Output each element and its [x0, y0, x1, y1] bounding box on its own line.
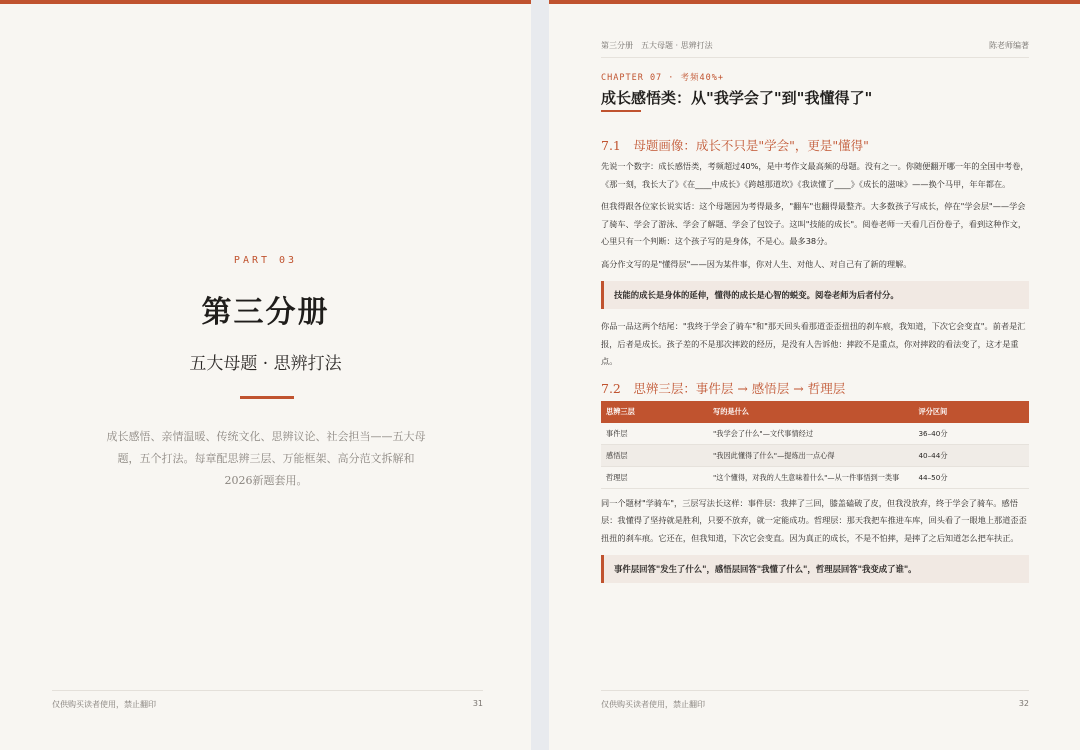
part-label: PART 03	[233, 255, 298, 266]
running-header	[601, 40, 1029, 58]
copyright-notice: 仅供购买读者使用，禁止翻印	[601, 700, 705, 709]
table-header-cell: 写的是什么	[708, 401, 913, 423]
table-cell: "我因此懂得了什么"—提炼出一点心得	[708, 444, 913, 466]
page-number: 32	[1018, 699, 1029, 708]
chapter-title: 成长感悟类：从"我学会了"到"我懂得了"	[601, 89, 873, 107]
table-header-cell: 思辨三层	[601, 401, 708, 423]
right-footer	[601, 690, 1029, 710]
paragraph: 但我得跟各位家长说实话：这个母题因为考得最多，"翻车"也翻得最整齐。大多数孩子写成长，停在"学会层"——学会了骑车、学会了游泳、学会了解题、学会了包饺子。这叫"技能的成长"。阅卷老师一天看几百份卷子，看到这种作文，心里只有一个判断：这个孩子写的是身体，不是心。最多38分。	[601, 201, 1027, 246]
right-page	[549, 0, 1080, 750]
table-header-row	[601, 401, 1029, 423]
table-cell: 44–50分	[913, 466, 1029, 488]
chapter-divider	[601, 110, 641, 112]
table-row	[601, 444, 1029, 466]
callout-quote: 技能的成长是身体的延伸，懂得的成长是心智的蜕变。阅卷老师为后者付分。	[601, 281, 1029, 309]
title-divider	[240, 396, 294, 399]
table-cell: 36–40分	[913, 423, 1029, 445]
copyright-notice: 仅供购买读者使用，禁止翻印	[52, 700, 156, 709]
table-cell: 哲理层	[601, 466, 708, 488]
chapter-body	[601, 136, 1029, 592]
thinking-levels-table	[601, 401, 1029, 489]
table-row	[601, 423, 1029, 445]
callout-quote: 事件层回答"发生了什么"，感悟层回答"我懂了什么"，哲理层回答"我变成了谁"。	[601, 555, 1029, 583]
section-title: 7.1 母题画像：成长不只是"学会"，更是"懂得"	[601, 138, 869, 153]
table-row	[601, 466, 1029, 488]
chapter-label: CHAPTER 07 · 考频40%+	[601, 73, 724, 83]
left-footer	[52, 690, 483, 710]
paragraph: 高分作文写的是"懂得层"——因为某件事，你对人生、对他人、对自己有了新的理解。	[601, 258, 912, 269]
paragraph: 你品一品这两个结尾："我终于学会了骑车"和"那天回头看那道歪歪扭扭的刹车痕，我知道，下次它会变直"。前者是汇报，后者是成长。孩子差的不是那次摔跤的经历，是没有人告诉他：摔跤不是重点，你对摔跤的看法变了，这才是重点。	[601, 321, 1026, 366]
table-cell: "这个懂得，对我的人生意味着什么"—从一件事悟到一类事	[708, 466, 913, 488]
page-number: 31	[472, 699, 483, 708]
table-cell: 事件层	[601, 423, 708, 445]
section-title: 7.2 思辨三层：事件层 → 感悟层 → 哲理层	[601, 380, 846, 396]
table-cell: 40–44分	[913, 444, 1029, 466]
table-header-cell: 评分区间	[913, 401, 1029, 423]
left-page	[0, 0, 531, 750]
paragraph: 同一个题材"学骑车"，三层写法长这样：事件层：我摔了三回，膝盖磕破了皮，但我没放弃，终于学会了骑车。感悟层：我懂得了坚持就是胜利，只要不放弃，就一定能成功。哲理层：那天我把车推进车库，回头看了一眼地上那道歪歪扭扭的刹车痕。它还在，但我知道，下次它会变直。因为真正的成长，不是不怕摔，是摔了之后知道怎么把车扶正。	[601, 497, 1027, 543]
table-cell: 感悟层	[601, 444, 708, 466]
paragraph: 先说一个数字：成长感悟类，考频超过40%，是中考作文最高频的母题。没有之一。你随便翻开哪一年的全国中考卷，《那一刻，我长大了》《在____中成长》《跨越那道坎》《我读懂了____》《成长的滋味》——换个马甲，年年都在。	[601, 161, 1029, 189]
table-cell: "我学会了什么"—文代事情经过	[708, 423, 913, 445]
volume-intro: 成长感悟、亲情温暖、传统文化、思辨议论、社会担当——五大母题，五个打法。每章配思辨三层、万能框架、高分范文拆解和2026新题套用。	[106, 430, 426, 487]
volume-subtitle: 五大母题 · 思辨打法	[189, 354, 342, 374]
header-section: 第三分册 五大母题 · 思辨打法	[601, 41, 713, 50]
header-author: 陈老师编著	[989, 41, 1029, 50]
volume-title: 第三分册	[201, 295, 330, 330]
